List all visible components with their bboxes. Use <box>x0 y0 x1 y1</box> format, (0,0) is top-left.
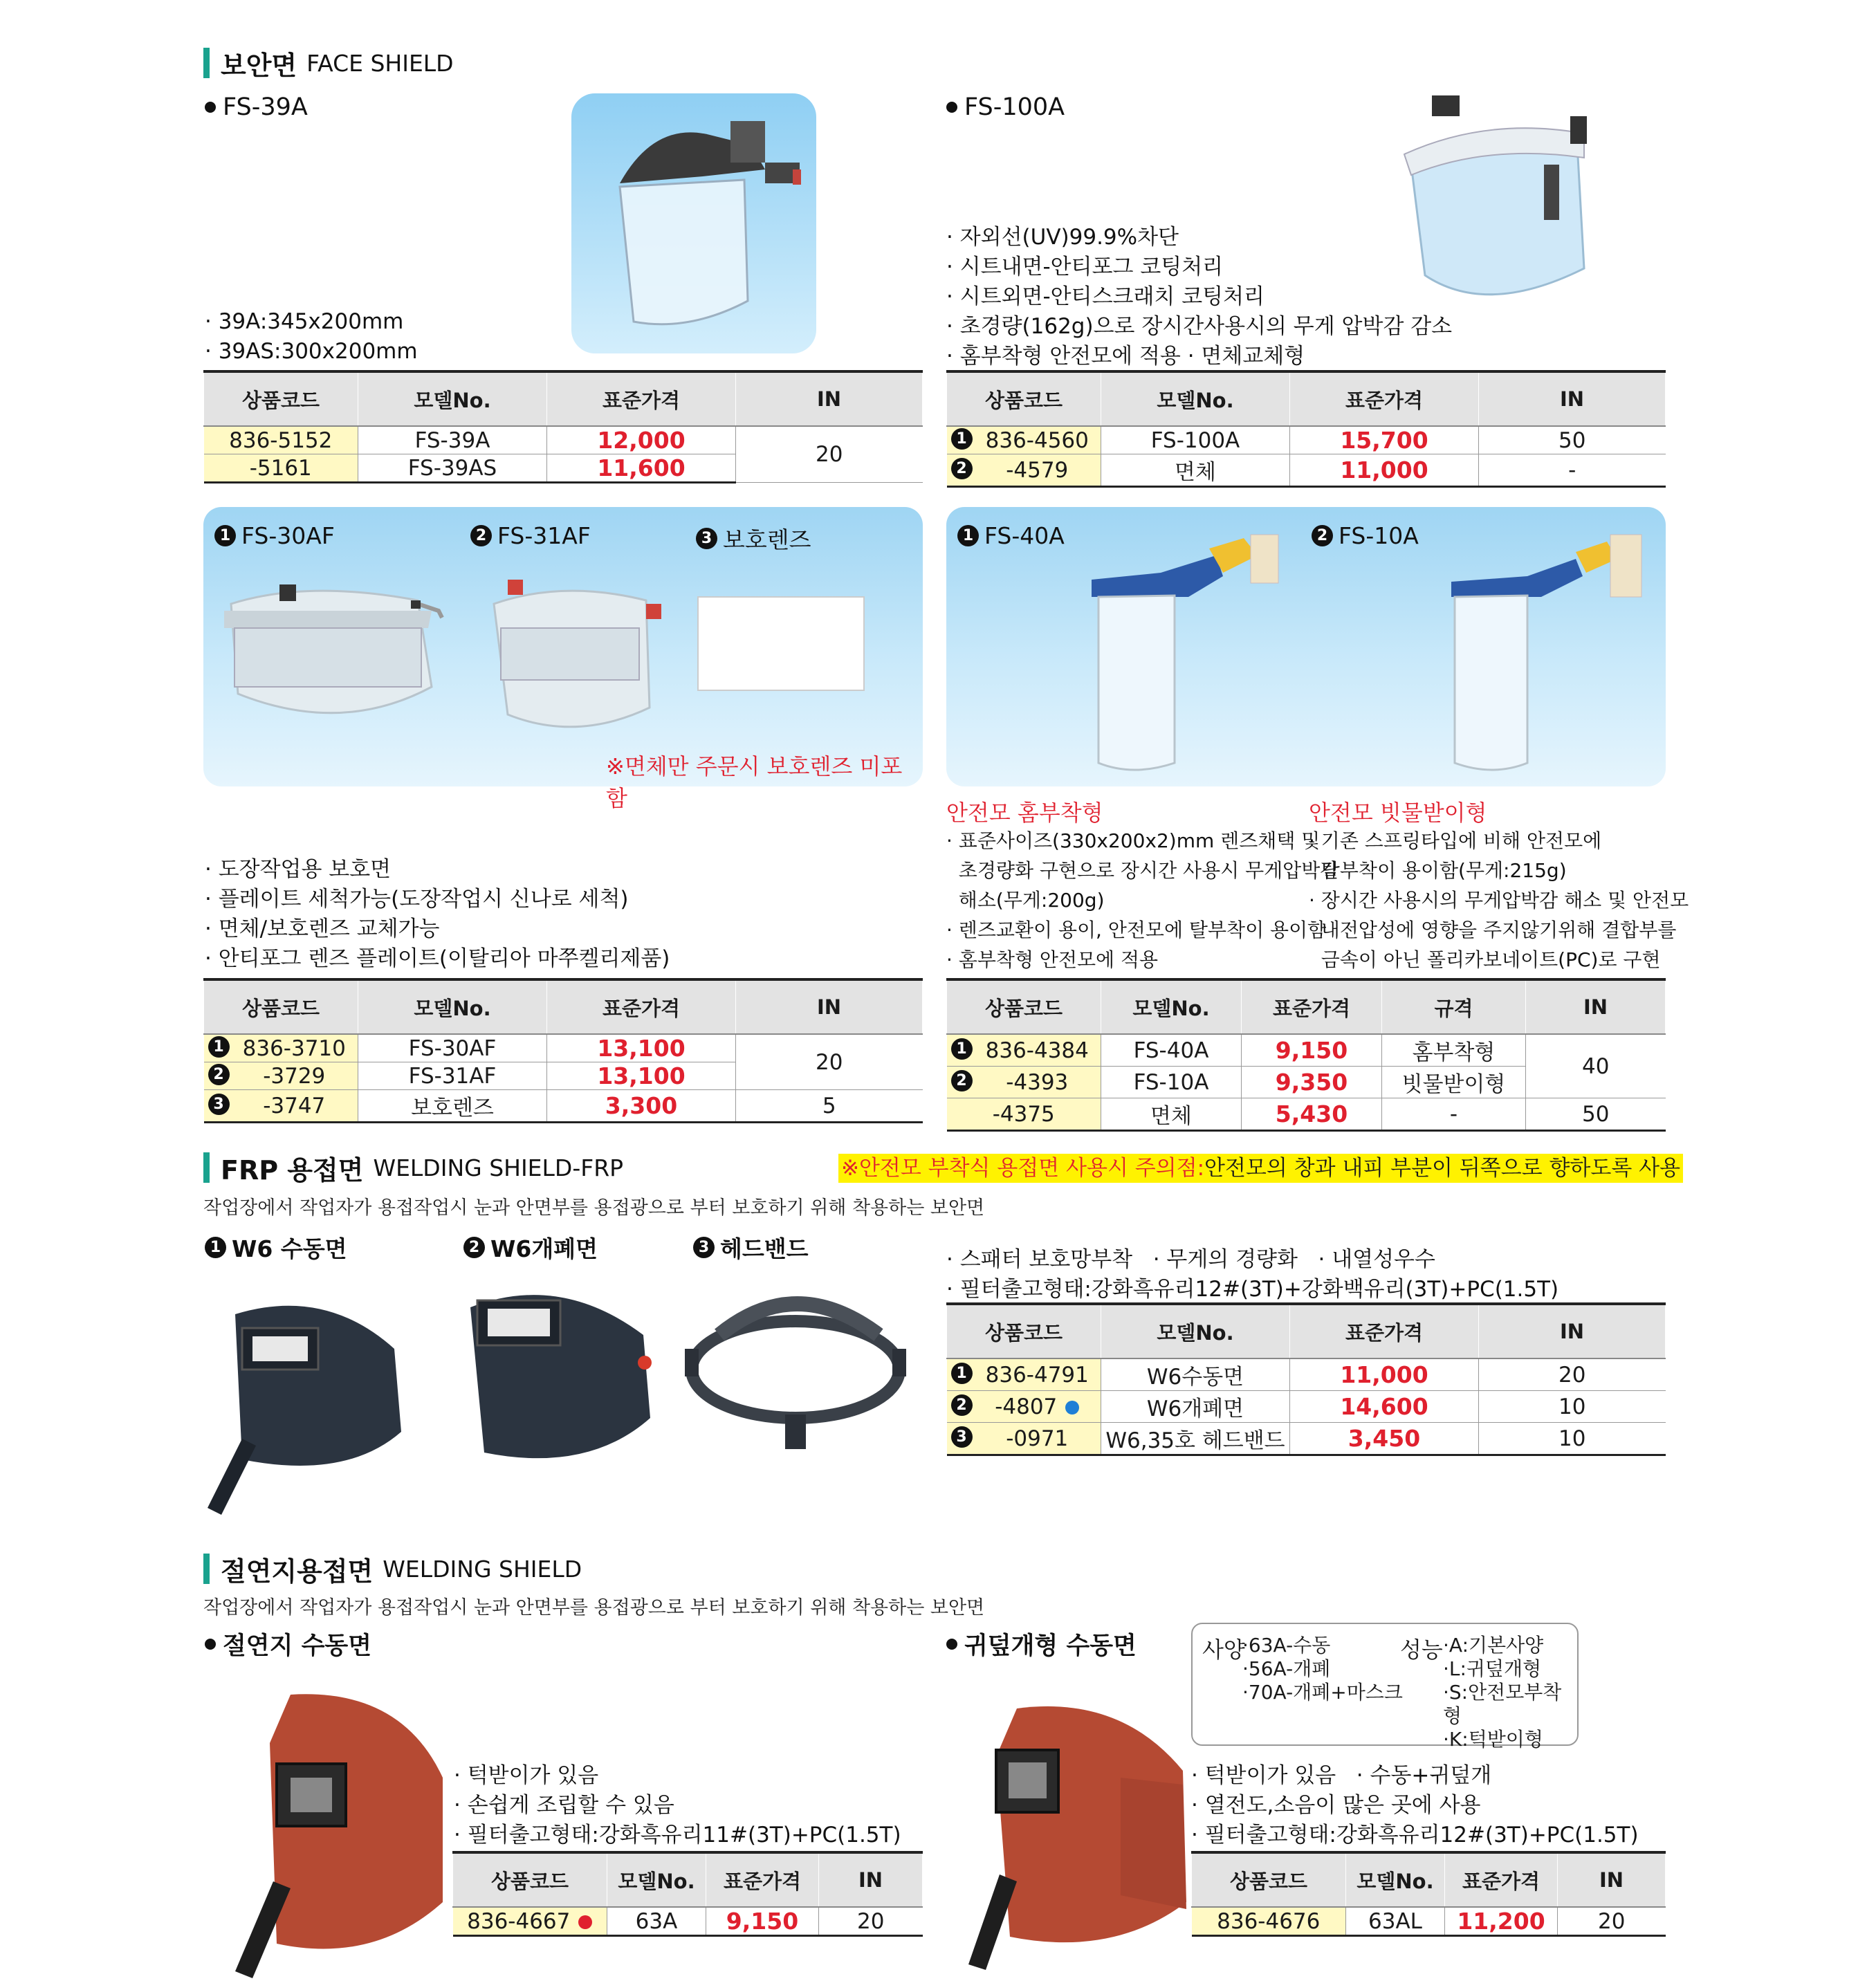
section-description: 작업장에서 작업자가 용접작업시 눈과 안면부를 용접광으로 부터 보호하기 위해 착용하는 보안면 <box>203 1597 985 1619</box>
price: 12,000 <box>547 426 736 454</box>
section-title-insulated <box>203 1553 582 1585</box>
code-text: -4579 <box>1006 457 1069 483</box>
spec-label: 사양 <box>1202 1637 1245 1663</box>
feature-item: · 도장작업용 보호면 <box>205 857 392 882</box>
features-insulated-manual <box>454 1761 901 1850</box>
feature-item: · 스패터 보호망부착 · 무게의 경량화 · 내열성우수 <box>946 1247 1435 1272</box>
number-badge-icon: 2 <box>951 1394 973 1416</box>
product-title-insulated-manual <box>205 1627 371 1661</box>
product-name: FS-39A <box>223 93 308 121</box>
product-code <box>947 1423 1101 1455</box>
section-title-frp <box>203 1152 624 1186</box>
product-code <box>204 1034 358 1062</box>
price: 15,700 <box>1290 426 1479 454</box>
table-header-row <box>204 979 923 1034</box>
col-header: 상품코드 <box>947 1304 1101 1358</box>
feature-item: 초경량화 구현으로 장시간 사용시 무게압박감 <box>946 859 1339 882</box>
label-text: 보호렌즈 <box>723 526 811 553</box>
product-title-fs100a <box>946 93 1065 121</box>
col-header: 표준가격 <box>1290 1304 1479 1358</box>
section-title-en: WELDING SHIELD-FRP <box>373 1154 624 1181</box>
caution-banner <box>838 1154 1683 1183</box>
subhead-groove-type: 안전모 홈부착형 <box>946 800 1103 826</box>
in-qty: 10 <box>1479 1391 1666 1423</box>
table-row <box>204 1090 923 1123</box>
section-accent-bar <box>203 48 210 78</box>
red-dot-marker-icon <box>578 1915 592 1929</box>
spec-item: ·63A-수동 <box>1242 1634 1331 1657</box>
col-header: 모델No. <box>1101 371 1290 426</box>
col-header: 표준가격 <box>1242 979 1382 1034</box>
number-badge-icon: 1 <box>951 1363 973 1384</box>
number-badge-icon: 2 <box>208 1064 230 1085</box>
table-row <box>453 1907 923 1936</box>
perf-item: ·K:턱받이형 <box>1443 1728 1543 1751</box>
product-title-fs39a <box>205 93 308 121</box>
feature-item: · 홈부착형 안전모에 적용 · 면체교체형 <box>946 344 1305 369</box>
product-name: 절연지 수동면 <box>223 1632 372 1660</box>
features-fs10a <box>1309 826 1689 975</box>
feature-item: · 표준사이즈(330x200x2)mm 렌즈채택 및 <box>946 829 1321 852</box>
number-badge-icon: 1 <box>951 1038 973 1060</box>
product-code: 836-5152 <box>204 426 358 454</box>
model-no: 보호렌즈 <box>358 1090 547 1123</box>
product-code <box>453 1907 607 1936</box>
label-text: 헤드밴드 <box>720 1235 809 1262</box>
table-header-row <box>453 1852 923 1907</box>
col-header: 모델No. <box>1101 979 1242 1034</box>
price-table-fs100a <box>946 370 1666 488</box>
feature-item: · 플레이트 세척가능(도장작업시 신나로 세척) <box>205 887 629 912</box>
product-code: -5161 <box>204 454 358 483</box>
col-header: IN <box>1479 371 1666 426</box>
product-code <box>947 1067 1101 1098</box>
number-badge-icon: 1 <box>214 525 236 546</box>
price: 11,600 <box>547 454 736 483</box>
feature-item: · 필터출고형태:강화흑유리12#(3T)+PC(1.5T) <box>1191 1823 1639 1848</box>
product-photo-w6-flip <box>450 1266 657 1487</box>
feature-item: 탈부착이 용이함(무게:215g) <box>1309 859 1567 882</box>
number-badge-icon: 3 <box>208 1094 230 1115</box>
table-row <box>1192 1907 1666 1936</box>
lens-note: ※면체만 주문시 보호렌즈 미포함 <box>606 753 903 811</box>
feature-item: · 자외선(UV)99.9%차단 <box>946 225 1179 250</box>
label-text: W6 수동면 <box>232 1235 347 1262</box>
label-w6-flip <box>463 1231 598 1264</box>
col-header: 상품코드 <box>453 1852 607 1907</box>
product-code: 836-4676 <box>1192 1907 1346 1936</box>
section-accent-bar <box>203 1152 210 1183</box>
number-badge-icon: 2 <box>463 1237 485 1258</box>
in-qty: 10 <box>1479 1423 1666 1455</box>
model-no: FS-31AF <box>358 1062 547 1090</box>
code-text: 836-4791 <box>985 1362 1089 1388</box>
perf-label: 성능 <box>1400 1637 1443 1663</box>
table-header-row <box>204 371 923 426</box>
table-header-row <box>1192 1852 1666 1907</box>
perf-item: ·L:귀덮개형 <box>1443 1657 1542 1680</box>
col-header: 모델No. <box>1101 1304 1290 1358</box>
price: 13,100 <box>547 1034 736 1062</box>
blue-dot-marker-icon <box>1065 1401 1079 1415</box>
price: 9,150 <box>706 1907 819 1936</box>
product-code <box>204 1062 358 1090</box>
label-text: FS-30AF <box>241 522 335 549</box>
col-header: IN <box>736 371 923 426</box>
price: 13,100 <box>547 1062 736 1090</box>
feature-item: · 턱받이가 있음 <box>454 1763 599 1788</box>
model-no: FS-30AF <box>358 1034 547 1062</box>
product-code <box>204 1090 358 1123</box>
in-qty: 20 <box>1558 1907 1666 1936</box>
product-photo-fs39a <box>571 93 816 353</box>
table-header-row <box>947 1304 1666 1358</box>
section-title-ko: FRP 용접면 <box>221 1154 364 1186</box>
code-text: -3729 <box>263 1063 326 1089</box>
col-header: 표준가격 <box>1445 1852 1558 1907</box>
label-text: W6개폐면 <box>490 1235 598 1262</box>
in-qty: 20 <box>819 1907 923 1936</box>
in-qty: 20 <box>736 1034 923 1090</box>
number-badge-icon: 1 <box>957 525 979 546</box>
price: 11,000 <box>1290 454 1479 487</box>
feature-item: · 렌즈교환이 용이, 안전모에 탈부착이 용이함 <box>946 919 1327 941</box>
code-text: 836-4667 <box>467 1908 571 1934</box>
product-panel-fs30 <box>203 507 923 811</box>
table-row <box>947 1423 1666 1455</box>
price-table-fs39a <box>203 370 923 483</box>
feature-item: · 장시간 사용시의 무게압박감 해소 및 안전모 <box>1309 889 1689 912</box>
section-description: 작업장에서 작업자가 용접작업시 눈과 안면부를 용접광으로 부터 보호하기 위해 착용하는 보안면 <box>203 1197 985 1219</box>
section-title-face-shield <box>203 47 454 79</box>
product-code <box>947 1034 1101 1067</box>
code-text: 836-4560 <box>985 427 1089 453</box>
price: 3,450 <box>1290 1423 1479 1455</box>
col-header: 표준가격 <box>547 371 736 426</box>
product-title-earflap <box>946 1627 1137 1661</box>
spec-item: ·56A-개폐 <box>1242 1657 1331 1680</box>
bullet-dot-icon <box>205 102 216 113</box>
product-code: -4375 <box>947 1098 1101 1131</box>
model-no: W6,35호 헤드밴드 <box>1101 1423 1290 1455</box>
spec-list <box>1242 1634 1403 1704</box>
label-text: FS-10A <box>1339 522 1419 549</box>
number-badge-icon: 2 <box>951 1070 973 1091</box>
in-qty: 50 <box>1479 426 1666 454</box>
product-code <box>947 1358 1101 1391</box>
col-header: 상품코드 <box>947 979 1101 1034</box>
table-row <box>947 454 1666 487</box>
table-row <box>947 1358 1666 1391</box>
price-table-earflap <box>1191 1851 1666 1937</box>
product-name: 귀덮개형 수동면 <box>964 1632 1137 1660</box>
price: 14,600 <box>1290 1391 1479 1423</box>
model-no: FS-100A <box>1101 426 1290 454</box>
spec: - <box>1382 1098 1526 1131</box>
model-no: W6수동면 <box>1101 1358 1290 1391</box>
feature-item: · 시트외면-안티스크래치 코팅처리 <box>946 284 1265 309</box>
col-header: IN <box>1526 979 1666 1034</box>
col-header: 상품코드 <box>204 979 358 1034</box>
model-no: W6개폐면 <box>1101 1391 1290 1423</box>
price-table-frp <box>946 1302 1666 1456</box>
col-header: 표준가격 <box>547 979 736 1034</box>
label-lens <box>696 522 811 555</box>
number-badge-icon: 1 <box>951 428 973 450</box>
section-title-ko: 절연지용접면 <box>221 1556 374 1587</box>
in-qty: 5 <box>736 1090 923 1123</box>
feature-item: · 필터출고형태:강화흑유리12#(3T)+강화백유리(3T)+PC(1.5T) <box>946 1277 1559 1302</box>
col-header: IN <box>1479 1304 1666 1358</box>
perf-list <box>1443 1634 1577 1751</box>
feature-item: · 필터출고형태:강화흑유리11#(3T)+PC(1.5T) <box>454 1823 901 1848</box>
bullet-dot-icon <box>946 1639 957 1650</box>
price-table-fs40 <box>946 978 1666 1132</box>
features-fs100a <box>946 223 1452 371</box>
code-text: -0971 <box>1006 1426 1069 1451</box>
product-code <box>947 454 1101 487</box>
label-text: FS-31AF <box>497 522 591 549</box>
code-text: -4807 <box>995 1394 1058 1419</box>
feature-item: 금속이 아닌 폴리카보네이트(PC)로 구현 <box>1309 948 1661 971</box>
caution-label: ※안전모 부착식 용접면 사용시 주의점: <box>841 1156 1205 1181</box>
features-fs40a <box>946 826 1339 975</box>
table-header-row <box>947 979 1666 1034</box>
label-fs31af <box>470 522 591 549</box>
code-text: 836-3710 <box>242 1035 346 1061</box>
feature-item: · 안티포그 렌즈 플레이트(이탈리아 마쭈켈리제품) <box>205 946 670 971</box>
number-badge-icon: 2 <box>1312 525 1333 546</box>
product-photo-insulated-manual <box>208 1674 457 1978</box>
number-badge-icon: 3 <box>693 1237 715 1258</box>
product-code <box>947 426 1101 454</box>
bullet-dot-icon <box>946 102 957 113</box>
spec-box-earflap <box>1191 1623 1579 1751</box>
perf-item: ·A:기본사양 <box>1443 1634 1544 1657</box>
feature-item: · 39AS:300x200mm <box>205 339 418 364</box>
number-badge-icon: 2 <box>470 525 492 546</box>
subhead-rain-gutter-type: 안전모 빗물받이형 <box>1309 800 1487 826</box>
model-no: FS-10A <box>1101 1067 1242 1098</box>
feature-item: · 초경량(162g)으로 장시간사용시의 무게 압박감 감소 <box>946 314 1453 339</box>
table-row <box>947 1391 1666 1423</box>
product-photo-earflap-side <box>1121 1771 1190 1923</box>
section-title-en: WELDING SHIELD <box>383 1555 582 1583</box>
col-header: 모델No. <box>607 1852 706 1907</box>
table-row <box>947 1034 1666 1067</box>
model-no: FS-39A <box>358 426 547 454</box>
model-no: 면체 <box>1101 454 1290 487</box>
code-text: -4393 <box>1006 1069 1069 1095</box>
label-fs40a <box>957 522 1065 549</box>
product-code <box>947 1391 1101 1423</box>
feature-item: · 시트내면-안티포그 코팅처리 <box>946 255 1224 279</box>
number-badge-icon: 2 <box>951 458 973 479</box>
product-name: FS-100A <box>964 93 1065 121</box>
col-header: IN <box>819 1852 923 1907</box>
price: 9,150 <box>1242 1034 1382 1067</box>
model-no: FS-39AS <box>358 454 547 483</box>
feature-item: · 면체/보호렌즈 교체가능 <box>205 916 440 941</box>
number-badge-icon: 3 <box>696 528 717 549</box>
spec: 홈부착형 <box>1382 1034 1526 1067</box>
label-text: FS-40A <box>984 522 1065 549</box>
price: 3,300 <box>547 1090 736 1123</box>
model-no: 면체 <box>1101 1098 1242 1131</box>
number-badge-icon: 3 <box>951 1426 973 1448</box>
bullet-dot-icon <box>205 1639 216 1650</box>
price-table-insulated-manual <box>452 1851 923 1937</box>
feature-item: · 턱받이가 있음 · 수동+귀덮개 <box>1191 1763 1492 1788</box>
caution-text: 안전모의 창과 내피 부분이 뒤쪽으로 향하도록 사용 <box>1204 1156 1681 1181</box>
in-qty: 50 <box>1526 1098 1666 1131</box>
col-header: 모델No. <box>358 371 547 426</box>
table-row <box>947 426 1666 454</box>
feature-item: · 손쉽게 조립할 수 있음 <box>454 1793 674 1818</box>
col-header: 상품코드 <box>1192 1852 1346 1907</box>
spec-item: ·70A-개폐+마스크 <box>1242 1681 1403 1704</box>
perf-item: ·S:안전모부착형 <box>1443 1681 1562 1727</box>
table-row <box>947 1098 1666 1131</box>
features-fs39a <box>205 307 418 367</box>
price: 9,350 <box>1242 1067 1382 1098</box>
number-badge-icon: 1 <box>205 1237 226 1258</box>
feature-item: 내전압성에 영향을 주지않기위해 결합부를 <box>1309 919 1677 941</box>
section-title-en: FACE SHIELD <box>306 49 454 77</box>
table-row <box>204 1034 923 1062</box>
table-header-row <box>947 371 1666 426</box>
model-no: FS-40A <box>1101 1034 1242 1067</box>
col-header: 규격 <box>1382 979 1526 1034</box>
number-badge-icon: 1 <box>208 1036 230 1058</box>
col-header: IN <box>736 979 923 1034</box>
price: 11,200 <box>1445 1907 1558 1936</box>
col-header: 모델No. <box>1346 1852 1445 1907</box>
section-accent-bar <box>203 1554 210 1584</box>
price: 11,000 <box>1290 1358 1479 1391</box>
in-qty: 20 <box>736 426 923 483</box>
model-no: 63A <box>607 1907 706 1936</box>
label-fs30af <box>214 522 335 549</box>
model-no: 63AL <box>1346 1907 1445 1936</box>
code-text: 836-4384 <box>985 1038 1089 1063</box>
col-header: 상품코드 <box>947 371 1101 426</box>
features-fs30 <box>205 855 670 974</box>
product-photo-w6-manual <box>187 1273 415 1522</box>
section-title-ko: 보안면 <box>221 50 297 81</box>
product-panel-fs40 <box>946 507 1666 786</box>
label-w6-manual <box>205 1231 347 1264</box>
feature-item: · 39A:345x200mm <box>205 309 404 334</box>
col-header: 표준가격 <box>706 1852 819 1907</box>
features-earflap <box>1191 1761 1639 1850</box>
col-header: 표준가격 <box>1290 371 1479 426</box>
in-qty: 40 <box>1526 1034 1666 1098</box>
feature-item: · 기존 스프링타입에 비해 안전모에 <box>1309 829 1602 852</box>
col-header: 모델No. <box>358 979 547 1034</box>
product-photo-headband <box>678 1259 913 1466</box>
feature-item: · 열전도,소음이 많은 곳에 사용 <box>1191 1793 1481 1818</box>
col-header: IN <box>1558 1852 1666 1907</box>
features-frp <box>946 1245 1558 1305</box>
in-qty: 20 <box>1479 1358 1666 1391</box>
price-table-fs30 <box>203 978 923 1123</box>
price: 5,430 <box>1242 1098 1382 1131</box>
feature-item: · 홈부착형 안전모에 적용 <box>946 948 1159 971</box>
in-qty: - <box>1479 454 1666 487</box>
col-header: 상품코드 <box>204 371 358 426</box>
code-text: -3747 <box>263 1093 326 1118</box>
label-fs10a <box>1312 522 1419 549</box>
spec: 빗물받이형 <box>1382 1067 1526 1098</box>
table-row <box>204 426 923 454</box>
feature-item: 해소(무게:200g) <box>946 889 1105 912</box>
